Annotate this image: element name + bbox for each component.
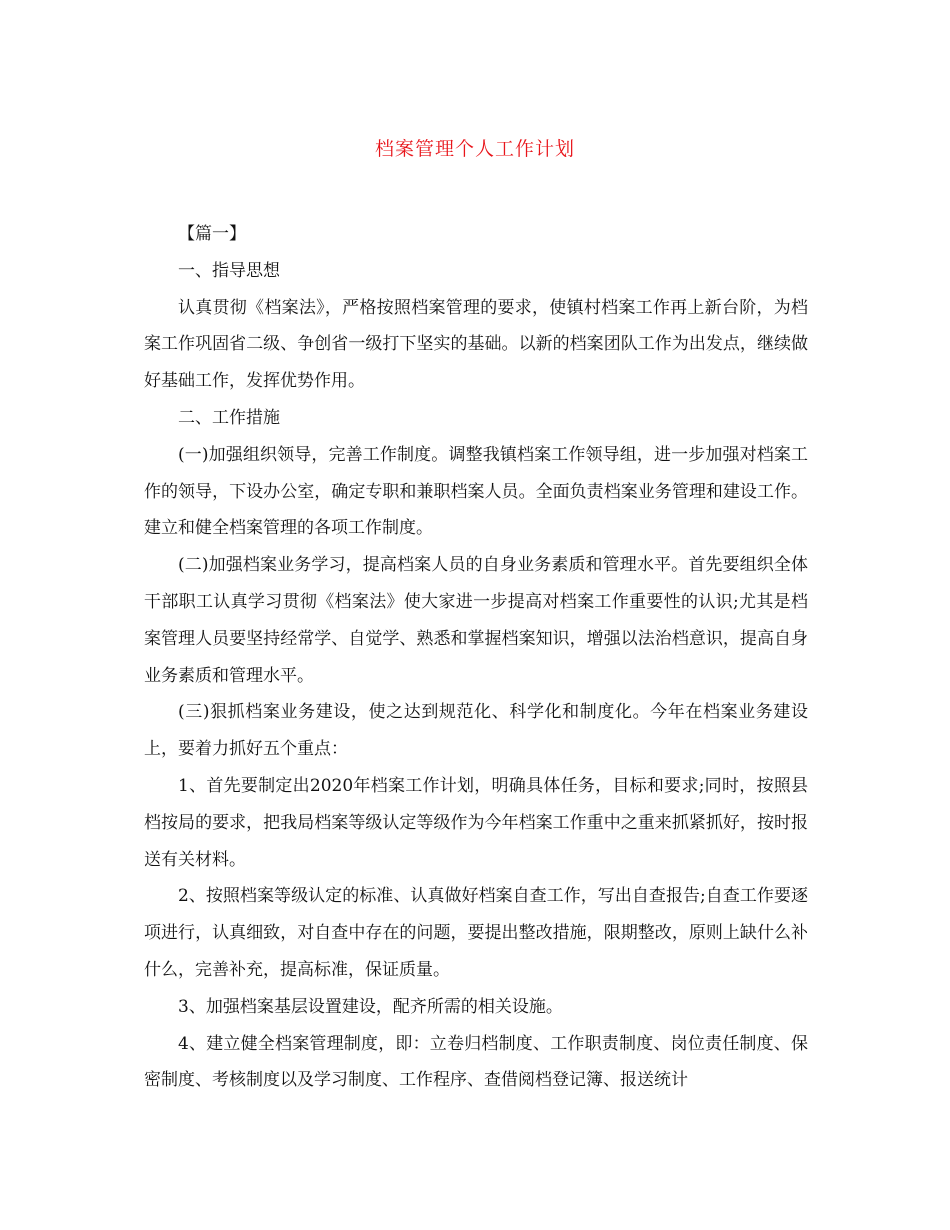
- body-paragraph: (三)狠抓档案业务建设，使之达到规范化、科学化和制度化。今年在档案业务建设上，要着力抓好五个重点：: [144, 702, 808, 760]
- list-item: 3、加强档案基层设置建设，配齐所需的相关设施。: [178, 996, 563, 1017]
- list-item: 4、建立健全档案管理制度，即：立卷归档制度、工作职责制度、岗位责任制度、保密制度、考核制度以及学习制度、工作程序、查借阅档登记簿、报送统计: [144, 1033, 808, 1091]
- document-body: [144, 216, 808, 1099]
- list-item: 1、首先要制定出2020年档案工作计划，明确具体任务，目标和要求;同时，按照县档按局的要求，把我局档案等级认定等级作为今年档案工作重中之重来抓紧抓好，按时报送有关材料。: [144, 775, 808, 870]
- document-title: 档案管理个人工作计划: [374, 138, 575, 160]
- body-paragraph: (二)加强档案业务学习，提高档案人员的自身业务素质和管理水平。首先要组织全体干部职工认真学习贯彻《档案法》使大家进一步提高对档案工作重要性的认识;尤其是档案管理人员要坚持经常学、自觉学、熟悉和掌握档案知识，增强以法治档意识，提高自身业务素质和管理水平。: [144, 555, 808, 686]
- body-paragraph: (一)加强组织领导，完善工作制度。调整我镇档案工作领导组，进一步加强对档案工作的领导，下设办公室，确定专职和兼职档案人员。全面负责档案业务管理和建设工作。建立和健全档案管理的各项工作制度。: [144, 444, 808, 539]
- subsection-heading: 二、工作措施: [178, 407, 280, 428]
- body-paragraph: 认真贯彻《档案法》，严格按照档案管理的要求，使镇村档案工作再上新台阶，为档案工作巩固省二级、争创省一级打下坚实的基础。以新的档案团队工作为出发点，继续做好基础工作，发挥优势作用。: [144, 297, 808, 392]
- section-heading: 【篇一】: [178, 224, 246, 244]
- list-item: 2、按照档案等级认定的标准、认真做好档案自查工作，写出自查报告;自查工作要逐项进行，认真细致，对自查中存在的问题，要提出整改措施，限期整改，原则上缺什么补什么，完善补充，提高标准，保证质量。: [144, 886, 808, 980]
- subsection-heading: 一、指导思想: [178, 260, 280, 281]
